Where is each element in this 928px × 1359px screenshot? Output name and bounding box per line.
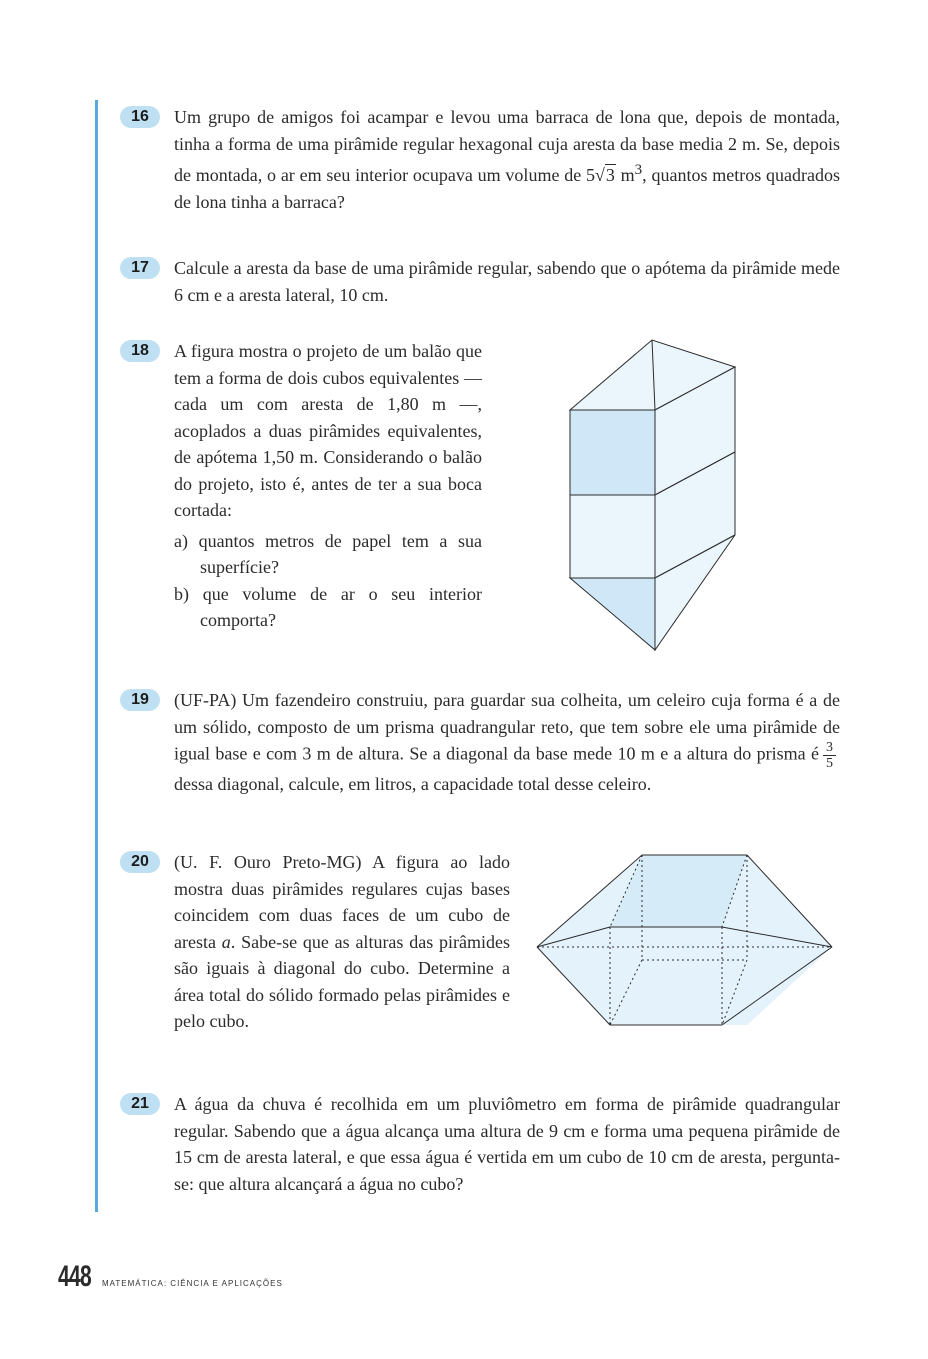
exercise-16 (120, 104, 840, 215)
item-a: a) quantos metros de papel tem a sua superfície? (174, 530, 482, 577)
exercise-text-part: (UF-PA) Um fazendeiro construiu, para guardar sua colheita, um celeiro cuja forma é a de um sólido, composto de um prisma quadrangular reto, que tem sobre ele uma pirâmide de igual base e com 3 m de altura. Se a diagonal da base mede 10 m e a altura do prisma é (174, 690, 840, 764)
fraction-numerator: 3 (823, 740, 836, 756)
item-b: b) que volume de ar o seu interior comporta? (174, 583, 482, 630)
exercise-20 (120, 849, 510, 1035)
exercise-number: 21 (120, 1093, 160, 1115)
exercise-text-part: A figura mostra o projeto de um balão que tem a forma de dois cubos equivalentes — cada um com aresta de 1,80 m —, acoplados a duas pirâmides equivalentes, de apótema 1,50 m. Considerando o balão do projeto, isto é, antes de ter a sua boca cortada: (174, 341, 482, 520)
exponent: 3 (634, 162, 643, 178)
sqrt-radicand: 3 (605, 165, 615, 185)
exercise-number: 18 (120, 340, 160, 362)
exercise-17 (120, 255, 840, 308)
exercise-18 (120, 338, 482, 634)
book-title: MATEMÁTICA: CIÊNCIA E APLICAÇÕES (102, 1279, 283, 1288)
exercise-number: 19 (120, 689, 160, 711)
exercise-text: Calcule a aresta da base de uma pirâmide regular, sabendo que o apótema da pirâmide mede 6 cm e a aresta lateral, 10 cm. (174, 258, 840, 305)
exercise-21 (120, 1091, 840, 1197)
exercise-text: Um grupo de amigos foi acampar e levou uma barraca de lona que, depois de montada, tinha a forma de uma pirâmide regular hexagonal cuja aresta da base media 2 m. Se, depois de montada, o ar em seu interior ocupava um volume de 5√3 $m^3$, quantos metros quadrados de lona tinha a barraca? (174, 107, 840, 212)
exercise-text (174, 338, 482, 634)
exercise-text-part: . Sabe-se que as alturas das pirâmides são iguais à diagonal do cubo. Determine a área total do sólido formado pelas pirâmides e pelo cubo. (174, 931, 511, 1031)
cube-pyramids-figure (532, 850, 842, 1030)
exercise-19 (120, 687, 840, 798)
fraction-denominator: 5 (826, 756, 833, 771)
balloon-figure (560, 335, 745, 655)
page-number: 448 (58, 1260, 91, 1293)
exercise-text-part: Um grupo de amigos foi acampar e levou uma barraca de lona que, depois de montada, tinha a forma de uma pirâmide regular hexagonal cuja aresta da base media 2 m. Se, depois de montada, o ar em seu interior ocupava um volume de 5 (174, 107, 840, 185)
exercise-text: A água da chuva é recolhida em um pluviômetro em forma de pirâmide quadrangular regular. Sabendo que a água alcança uma altura de 9 cm e forma uma pequena pirâmide de 15 cm de aresta lateral, e que essa água é vertida em um cubo de 10 cm de aresta, pergunta-se: que altura alcançará a água no cubo? (174, 1094, 840, 1194)
exercise-text-part: , quantos metros quadrados de lona tinha a barraca? (174, 165, 840, 212)
variable-a: a (221, 931, 231, 952)
exercise-text (174, 687, 840, 798)
fraction (823, 740, 836, 771)
unit: m (615, 165, 635, 185)
page-footer (58, 1262, 283, 1292)
exercise-number: 16 (120, 106, 160, 128)
exercise-number: 17 (120, 257, 160, 279)
margin-accent-bar (95, 100, 98, 1212)
exercise-text-part: (U. F. Ouro Preto-MG) A figura ao lado mostra duas pirâmides regulares cujas bases coincidem com duas faces de um cubo de aresta (174, 852, 510, 952)
exercise-text-part: dessa diagonal, calcule, em litros, a capacidade total desse celeiro. (174, 774, 652, 794)
exercise-text (174, 849, 510, 1035)
exercise-number: 20 (120, 851, 160, 873)
